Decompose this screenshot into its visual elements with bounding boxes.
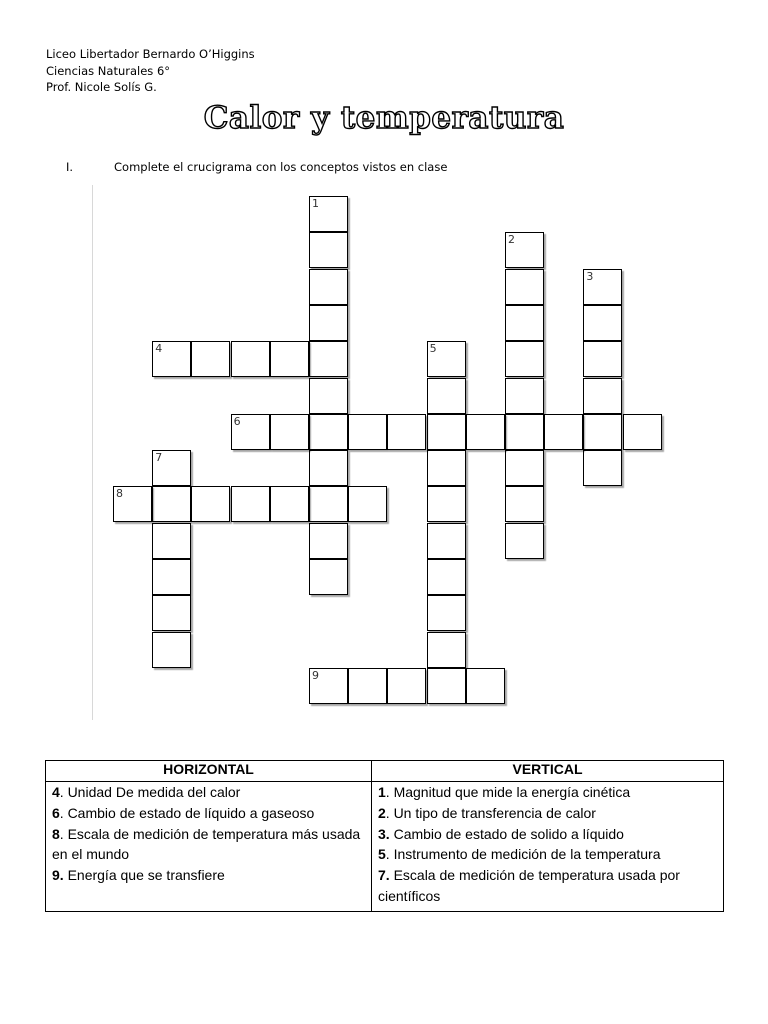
clue-number: 6	[52, 804, 60, 821]
crossword-cell[interactable]	[505, 414, 544, 450]
worksheet-header	[46, 46, 255, 96]
vertical-clue: 1. Magnitud que mide la energía cinética	[378, 784, 631, 800]
clue-number: 3.	[378, 825, 390, 842]
crossword-cell[interactable]	[427, 414, 466, 450]
clue-number: 5	[378, 846, 386, 863]
teacher-name: Prof. Nicole Solís G.	[46, 80, 157, 94]
crossword-cell[interactable]	[466, 414, 505, 450]
crossword-cell[interactable]	[309, 523, 348, 559]
clue-number: 7.	[378, 867, 390, 884]
instruction-number: I.	[66, 160, 74, 174]
crossword-cell[interactable]	[152, 595, 191, 631]
crossword-cell[interactable]	[231, 486, 270, 522]
crossword-cell[interactable]	[152, 632, 191, 668]
crossword-cell[interactable]	[309, 668, 348, 704]
clue-number: 2	[378, 804, 386, 821]
crossword-cell[interactable]	[309, 232, 348, 268]
crossword-cell[interactable]	[427, 523, 466, 559]
crossword-cell[interactable]	[623, 414, 662, 450]
school-name: Liceo Libertador Bernardo O’Higgins	[46, 47, 255, 61]
crossword-cell[interactable]	[309, 486, 348, 522]
crossword-cell[interactable]	[270, 414, 309, 450]
crossword-cell[interactable]	[309, 414, 348, 450]
crossword-cell[interactable]	[309, 196, 348, 232]
crossword-cell[interactable]	[309, 559, 348, 595]
crossword-cell[interactable]	[427, 486, 466, 522]
crossword-cell[interactable]	[231, 341, 270, 377]
vertical-clue: 5. Instrumento de medición de la temperatura	[378, 846, 661, 863]
crossword-cell[interactable]	[505, 232, 544, 268]
clue-number-label: 2	[508, 233, 515, 247]
crossword-cell[interactable]	[191, 486, 230, 522]
crossword-cell[interactable]	[427, 450, 466, 486]
crossword-cell[interactable]	[505, 305, 544, 341]
crossword-cell[interactable]	[427, 595, 466, 631]
crossword-cell[interactable]	[583, 378, 622, 414]
vertical-clues	[372, 782, 724, 912]
crossword-cell[interactable]	[427, 378, 466, 414]
crossword-cell[interactable]	[583, 450, 622, 486]
vertical-clue: 3. Cambio de estado de solido a líquido	[378, 825, 624, 842]
crossword-cell[interactable]	[270, 486, 309, 522]
crossword-cell[interactable]	[544, 414, 583, 450]
clue-number-label: 9	[312, 668, 319, 682]
crossword-cell[interactable]	[583, 269, 622, 305]
margin-line	[92, 185, 93, 720]
clue-number-label: 3	[586, 269, 594, 283]
clue-number-label: 1	[312, 197, 319, 210]
horizontal-clue: 4. Unidad De medida del calor	[52, 784, 241, 800]
clue-number: 1	[378, 784, 386, 800]
horizontal-clue: 6. Cambio de estado de líquido a gaseoso	[52, 804, 315, 821]
horizontal-clue: 9. Energía que se transfiere	[52, 867, 225, 884]
crossword-cell[interactable]	[309, 450, 348, 486]
crossword-cell[interactable]	[427, 559, 466, 595]
crossword-cell[interactable]	[309, 378, 348, 414]
instruction-text: Complete el crucigrama con los conceptos vistos en clase	[114, 160, 448, 174]
horizontal-clue: 8. Escala de medición de temperatura más usada en el mundo	[52, 825, 361, 863]
crossword-cell[interactable]	[427, 632, 466, 668]
clue-number-label: 5	[429, 342, 437, 356]
crossword-cell[interactable]	[348, 486, 387, 522]
crossword-cell[interactable]	[191, 341, 230, 377]
crossword-cell[interactable]	[152, 486, 191, 522]
crossword-cell[interactable]	[505, 450, 544, 486]
clue-number-label: 4	[155, 342, 163, 356]
clue-number: 4	[52, 784, 60, 800]
crossword-cell[interactable]	[152, 523, 191, 559]
crossword-cell[interactable]	[466, 668, 505, 704]
crossword-cell[interactable]	[152, 559, 191, 595]
clues-table	[45, 760, 724, 912]
clue-number: 8	[52, 825, 60, 842]
crossword-cell[interactable]	[231, 414, 270, 450]
crossword-cell[interactable]	[387, 414, 426, 450]
crossword-cell[interactable]	[505, 341, 544, 377]
crossword-cell[interactable]	[113, 486, 152, 522]
crossword-cell[interactable]	[348, 668, 387, 704]
crossword-cell[interactable]	[505, 269, 544, 305]
crossword-cell[interactable]	[583, 341, 622, 377]
vertical-clue: 7. Escala de medición de temperatura usada por científicos	[378, 867, 680, 904]
crossword-cell[interactable]	[427, 341, 466, 377]
subject-line: Ciencias Naturales 6°	[46, 63, 171, 78]
crossword-cell[interactable]	[583, 414, 622, 450]
crossword-cell[interactable]	[348, 414, 387, 450]
clue-number-label: 8	[116, 487, 123, 501]
crossword-cell[interactable]	[270, 341, 309, 377]
clue-number-label: 7	[155, 451, 163, 465]
crossword-cell[interactable]	[583, 305, 622, 341]
clue-number-label: 6	[233, 414, 241, 428]
vertical-clue: 2. Un tipo de transferencia de calor	[378, 804, 596, 821]
clue-number: 9.	[52, 867, 64, 884]
horizontal-clues	[46, 782, 372, 912]
crossword-cell[interactable]	[152, 341, 191, 377]
crossword-cell[interactable]	[505, 378, 544, 414]
crossword-cell[interactable]	[309, 305, 348, 341]
crossword-cell[interactable]	[505, 523, 544, 559]
crossword-cell[interactable]	[309, 269, 348, 305]
crossword-cell[interactable]	[387, 668, 426, 704]
crossword-cell[interactable]	[505, 486, 544, 522]
crossword-cell[interactable]	[427, 668, 466, 704]
crossword-cell[interactable]	[309, 341, 348, 377]
horizontal-header: HORIZONTAL	[46, 761, 372, 782]
worksheet-title: Calor y temperatura	[203, 100, 565, 136]
crossword-cell[interactable]	[152, 450, 191, 486]
vertical-header: VERTICAL	[372, 761, 724, 782]
